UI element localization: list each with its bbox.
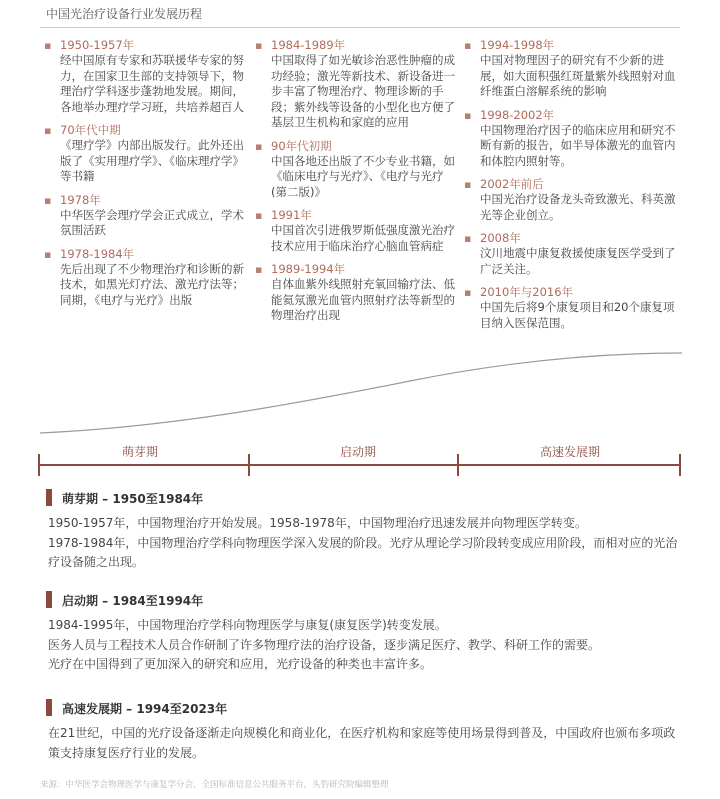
history-entry (255, 139, 455, 201)
history-column-1 (44, 38, 244, 316)
section-paragraph: 1950-1957年，中国物理治疗开始发展。1958-1978年，中国物理治疗迅速发展并向物理医学转变。 (48, 516, 587, 530)
phase-label-rapid: 高速发展期 (539, 445, 601, 459)
history-entry (255, 208, 455, 254)
section-paragraph: 光疗在中国得到了更加深入的研究和应用，光疗设备的种类也丰富许多。 (48, 657, 433, 671)
bullet-icon: ▪ (44, 39, 52, 52)
section-heading (40, 590, 680, 610)
history-column-3 (464, 38, 676, 339)
history-column-2 (255, 38, 455, 332)
section-paragraph: 医务人员与工程技术人员合作研制了许多物理疗法的治疗设备，逐步满足医疗、教学、科研工作的需要。 (48, 637, 601, 652)
entry-period: 90年代初期 (271, 138, 332, 153)
section-heading (40, 698, 680, 718)
timeline-tick (457, 454, 459, 476)
section-title: 高速发展期 – 1994至2023年 (62, 702, 228, 716)
timeline-tick (38, 454, 40, 476)
entry-text: 中国各地还出版了不少专业书籍，如《临床电疗与光疗》、《电疗与光疗(第二版)》 (271, 153, 455, 199)
section-marker (46, 489, 52, 506)
history-entry (464, 38, 676, 100)
entry-period: 1989-1994年 (271, 262, 346, 276)
history-entry (464, 231, 676, 277)
phase-label-sprout: 萌芽期 (121, 445, 159, 459)
entry-period: 1950-1957年 (60, 38, 135, 52)
history-entry (44, 193, 244, 239)
entry-period: 1984-1989年 (271, 38, 346, 52)
bullet-icon: ▪ (255, 209, 263, 222)
bullet-icon: ▪ (464, 178, 472, 191)
bullet-icon: ▪ (44, 193, 52, 207)
history-entry (44, 38, 244, 115)
entry-period: 70年代中期 (60, 123, 121, 137)
history-entry (44, 123, 244, 185)
section-title: 启动期 – 1984至1994年 (62, 594, 204, 608)
entry-text: 中国取得了如光敏诊治恶性肿瘤的成功经验；激光等新技术、新设备进一步丰富了物理治疗、物理诊断的手段；紫外线等设备的小型化也方便了基层卫生机构和家庭的应用 (271, 53, 455, 129)
entry-text: 中国对物理因子的研究有不少新的进展，如大面积强红斑量紫外线照射对血纤维蛋白溶解系统的影响 (480, 53, 676, 98)
entry-text: 中国光治疗设备龙头奇致激光、科英激光等企业创立。 (480, 192, 676, 222)
timeline-axis (38, 464, 681, 466)
section-paragraph: 在21世纪，中国的光疗设备逐渐走向规模化和商业化，在医疗机构和家庭等使用场景得到普及，中国政府也颁布多项政策支持康复医疗行业的发展。 (48, 726, 676, 760)
entry-period: 1978年 (60, 192, 101, 207)
entry-text: 先后出现了不少物理治疗和诊断的新技术，如黑光灯疗法、激光疗法等；同期，《电疗与光疗》出版 (60, 261, 244, 307)
phase-timeline (0, 440, 720, 480)
section-body (40, 514, 680, 573)
entry-text: 中国先后将9个康复项目和20个康复项目纳入医保范围。 (480, 300, 675, 330)
bullet-icon: ▪ (255, 263, 263, 276)
source-note: 来源：中华医学会物理医学与康复学分会，全国标准信息公共服务平台，头豹研究院编辑整理 (40, 780, 389, 790)
bullet-icon: ▪ (464, 286, 472, 299)
section-start (40, 590, 680, 675)
history-entry (464, 177, 676, 223)
section-paragraph: 1978-1984年，中国物理治疗学科向物理医学深入发展的阶段。光疗从理论学习阶段转变成应用阶段，而相对应的光治疗设备随之出现。 (48, 535, 678, 569)
entry-period: 1998-2002年 (480, 107, 555, 122)
entry-period: 1994-1998年 (480, 38, 555, 52)
entry-text: 中国首次引进俄罗斯低强度激光治疗技术应用于临床治疗心脑血管病症 (271, 223, 455, 253)
section-body (40, 616, 680, 675)
header-divider (40, 27, 680, 28)
entry-text: 汶川地震中康复救援使康复医学受到了广泛关注。 (480, 246, 676, 276)
entry-period: 1991年 (271, 208, 312, 222)
history-entry (255, 262, 455, 324)
timeline-tick (248, 454, 250, 476)
entry-period: 2010年与2016年 (480, 285, 574, 299)
section-marker (46, 591, 52, 608)
bullet-icon: ▪ (464, 39, 472, 52)
entry-text: 《理疗学》内部出版发行。此外还出版了《实用理疗学》、《临床理疗学》等书籍 (60, 138, 244, 183)
bullet-icon: ▪ (255, 139, 263, 153)
entry-text: 自体血紫外线照射充氧回输疗法、低能氦氖激光血管内照射疗法等新型的物理治疗出现 (271, 277, 455, 322)
entry-period: 1978-1984年 (60, 246, 135, 261)
bullet-icon: ▪ (255, 39, 263, 52)
history-entry (464, 285, 676, 331)
page-header (0, 0, 720, 28)
bullet-icon: ▪ (44, 247, 52, 261)
phase-label-start: 启动期 (339, 445, 377, 459)
section-marker (46, 699, 52, 716)
history-entry (255, 38, 455, 131)
history-entry (44, 247, 244, 309)
bullet-icon: ▪ (464, 232, 472, 245)
entry-text: 经中国原有专家和苏联援华专家的努力，在国家卫生部的支持领导下，物理治疗学科逐步蓬勃地发展。期间，各地举办理疗学习班，共培养超百人 (60, 53, 244, 114)
section-title: 萌芽期 – 1950至1984年 (62, 492, 204, 506)
entry-period: 2008年 (480, 231, 521, 245)
section-paragraph: 1984-1995年，中国物理治疗学科向物理医学与康复(康复医学)转变发展。 (48, 618, 447, 632)
bullet-icon: ▪ (44, 124, 52, 137)
entry-text: 中华医学会理疗学会正式成立，学术氛围活跃 (60, 207, 244, 237)
history-entry (464, 108, 676, 170)
section-sprout (40, 488, 680, 573)
growth-curve (0, 345, 720, 440)
section-rapid (40, 698, 680, 763)
entry-text: 中国物理治疗因子的临床应用和研究不断有新的报告，如半导体激光的血管内和体腔内照射等。 (480, 122, 676, 168)
timeline-tick (679, 454, 681, 476)
section-heading (40, 488, 680, 508)
section-body (40, 724, 680, 763)
page-title: 中国光治疗设备行业发展历程 (46, 7, 203, 21)
entry-period: 2002年前后 (480, 177, 544, 191)
bullet-icon: ▪ (464, 108, 472, 122)
